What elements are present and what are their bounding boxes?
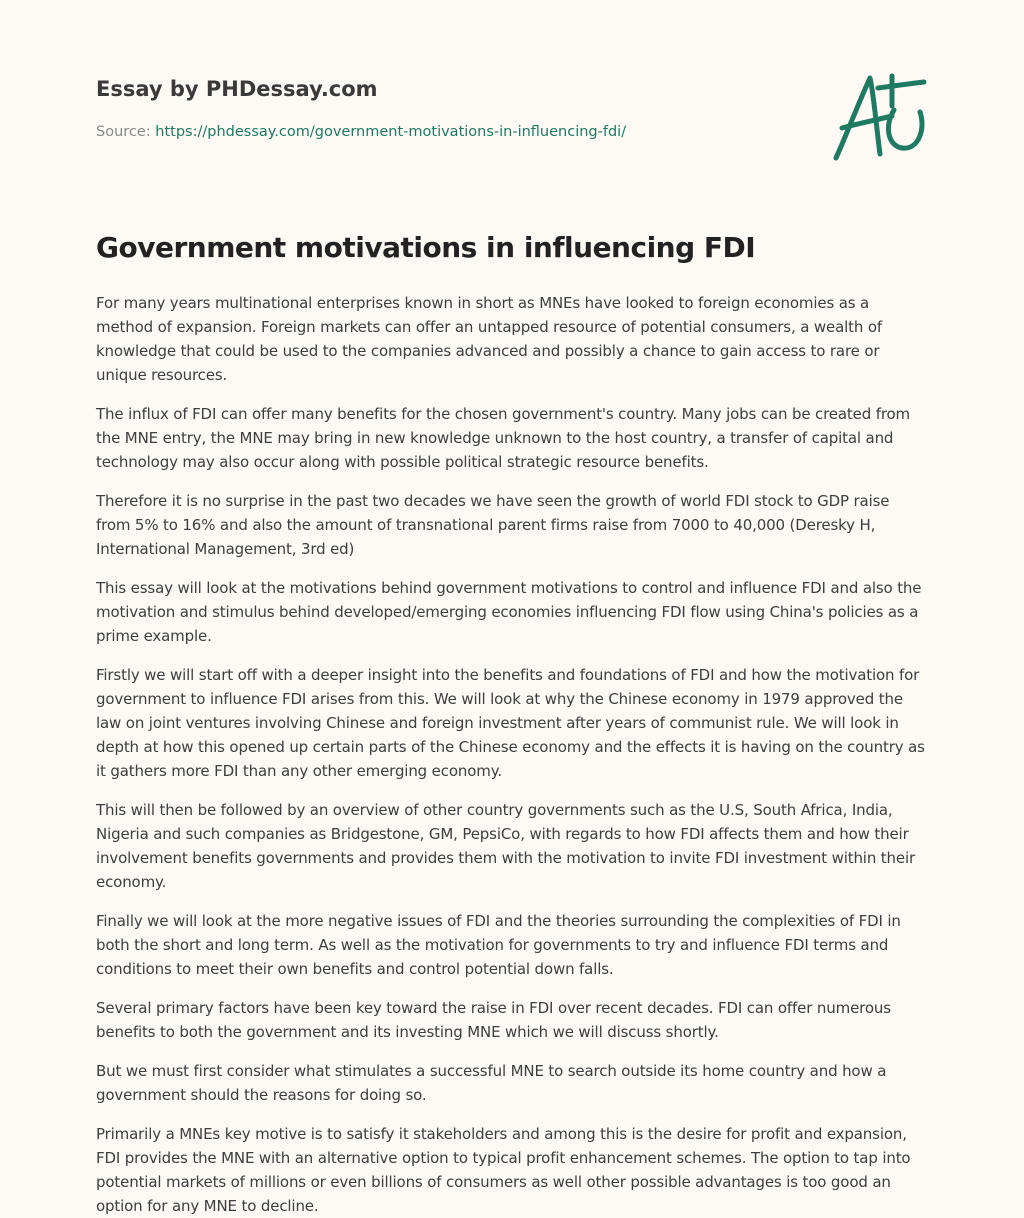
essay-title: Government motivations in influencing FDI: [96, 231, 756, 264]
essay-paragraph: Finally we will look at the more negative issues of FDI and the theories surrounding the complexities of FDI in both the short and long term. As well as the motivation for governments to try and influence FDI terms and conditions to meet their own benefits and control potential down falls.: [96, 912, 901, 978]
essay-body: [96, 291, 928, 1218]
essay-paragraph: The influx of FDI can offer many benefits for the chosen government's country. Many jobs can be created from the MNE entry, the MNE may bring in new knowledge unknown to the host country, a transfer of capital and technology may also occur along with possible political strategic resource benefits.: [96, 405, 911, 471]
essay-paragraph: This will then be followed by an overview of other country governments such as the U.S, South Africa, India, Nigeria and such companies as Bridgestone, GM, PepsiCo, with regards to how FDI affects them and how their involvement benefits governments and provides them with the motivation to invite FDI investment within their economy.: [96, 801, 915, 891]
essay-paragraph: For many years multinational enterprises known in short as MNEs have looked to foreign economies as a method of expansion. Foreign markets can offer an untapped resource of potential consumers, a wealth of knowledge that could be used to the companies advanced and possibly a chance to gain access to rare or unique resources.: [96, 294, 882, 384]
source-link[interactable]: https://phdessay.com/government-motivations-in-influencing-fdi/: [155, 124, 627, 140]
a-plus-logo-icon: [828, 66, 932, 166]
essay-paragraph: But we must first consider what stimulates a successful MNE to search outside its home country and how a government should the reasons for doing so.: [96, 1062, 887, 1104]
source-line: [96, 124, 626, 140]
essay-paragraph: Therefore it is no surprise in the past two decades we have seen the growth of world FDI stock to GDP raise from 5% to 16% and also the amount of transnational parent firms raise from 7000 to 40,000 (Deresky H, International Management, 3rd ed): [96, 492, 890, 558]
source-label: Source:: [96, 124, 151, 140]
essay-paragraph: This essay will look at the motivations behind government motivations to control and influence FDI and also the motivation and stimulus behind developed/emerging economies influencing FDI flow using China's policies as a prime example.: [96, 579, 922, 645]
brand-title: Essay by PHDessay.com: [96, 77, 378, 101]
essay-paragraph: Primarily a MNEs key motive is to satisfy it stakeholders and among this is the desire for profit and expansion, FDI provides the MNE with an alternative option to typical profit enhancement schemes. The option to tap into potential markets of millions or even billions of consumers as well other possible advantages is too good an option for any MNE to decline.: [96, 1125, 911, 1215]
essay-paragraph: Firstly we will start off with a deeper insight into the benefits and foundations of FDI and how the motivation for government to influence FDI arises from this. We will look at why the Chinese economy in 1979 approved the law on joint ventures involving Chinese and foreign investment after years of communist rule. We will look in depth at how this opened up certain parts of the Chinese economy and the effects it is having on the country as it gathers more FDI than any other emerging economy.: [96, 666, 925, 780]
essay-paragraph: Several primary factors have been key toward the raise in FDI over recent decades. FDI can offer numerous benefits to both the government and its investing MNE which we will discuss shortly.: [96, 999, 891, 1041]
page-header: [96, 0, 928, 205]
